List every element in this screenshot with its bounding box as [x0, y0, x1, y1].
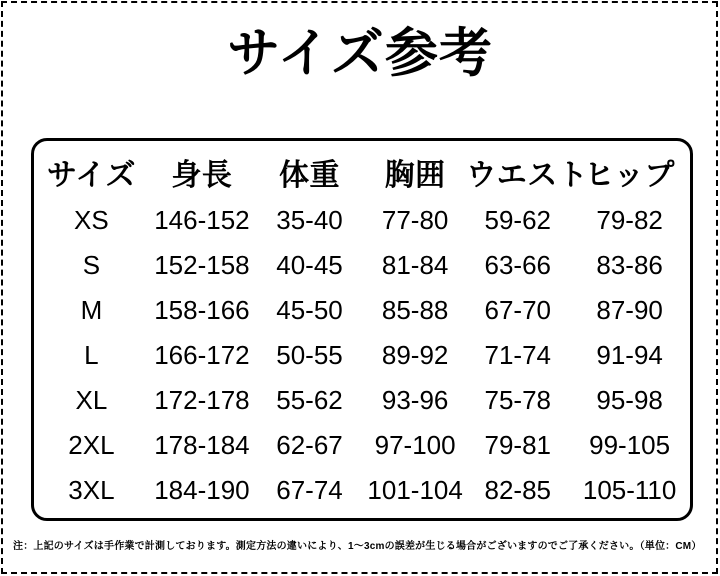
waist-range: 82-85: [484, 475, 552, 505]
hip-range: 87-90: [596, 295, 663, 325]
chest-range: 77-80: [381, 205, 449, 235]
chest-range: 85-88: [381, 295, 449, 325]
col-header-size: サイズ: [46, 159, 136, 192]
table-header-row: [34, 146, 690, 198]
chest-range: 89-92: [381, 340, 449, 370]
hip-range: 79-82: [596, 205, 663, 235]
weight-range: 50-55: [276, 340, 343, 370]
col-header-hip: ヒップ: [584, 159, 675, 192]
waist-range: 71-74: [484, 340, 552, 370]
col-header-height: 身長: [171, 159, 233, 192]
size-label: XS: [74, 205, 109, 235]
measurement-disclaimer-note: 注：上記のサイズは手作業で計測しております。測定方法の違いにより、1～3cmの誤差が生じる場合がございますのでご了承ください。（単位：CM）: [13, 541, 702, 552]
height-range: 184-190: [154, 475, 250, 505]
col-header-waist: ウエスト: [466, 159, 589, 192]
hip-range: 99-105: [589, 430, 671, 460]
size-label: 2XL: [68, 430, 115, 460]
chest-range: 93-96: [381, 385, 449, 415]
height-range: 172-178: [154, 385, 250, 415]
waist-range: 59-62: [484, 205, 552, 235]
chest-range: 101-104: [367, 475, 463, 505]
weight-range: 62-67: [276, 430, 343, 460]
height-range: 152-158: [154, 250, 250, 280]
table-row-m: [34, 288, 690, 333]
page-title: サイズ参考: [227, 24, 493, 83]
waist-range: 79-81: [484, 430, 552, 460]
chest-range: 97-100: [374, 430, 456, 460]
weight-range: 35-40: [276, 205, 343, 235]
table-row-2xl: [34, 423, 690, 468]
height-range: 158-166: [154, 295, 250, 325]
hip-range: 105-110: [582, 475, 677, 505]
weight-range: 67-74: [276, 475, 343, 505]
size-label: 3XL: [68, 475, 115, 505]
waist-range: 67-70: [484, 295, 552, 325]
height-range: 146-152: [154, 205, 250, 235]
col-header-weight: 体重: [279, 159, 340, 192]
col-header-chest: 胸囲: [384, 159, 446, 192]
size-label: S: [82, 250, 101, 280]
height-range: 166-172: [154, 340, 250, 370]
size-label: XL: [75, 385, 108, 415]
chest-range: 81-84: [381, 250, 449, 280]
weight-range: 55-62: [276, 385, 343, 415]
waist-range: 63-66: [484, 250, 552, 280]
size-label: M: [80, 295, 103, 325]
hip-range: 83-86: [596, 250, 663, 280]
hip-range: 91-94: [596, 340, 663, 370]
table-row-l: [34, 333, 690, 378]
weight-range: 45-50: [276, 295, 343, 325]
table-row-xs: [34, 198, 690, 243]
table-row-xl: [34, 378, 690, 423]
weight-range: 40-45: [276, 250, 343, 280]
table-row-3xl: [34, 468, 690, 513]
size-label: L: [84, 340, 99, 370]
waist-range: 75-78: [484, 385, 552, 415]
height-range: 178-184: [154, 430, 250, 460]
table-row-s: [34, 243, 690, 288]
hip-range: 95-98: [596, 385, 663, 415]
size-table: [31, 138, 693, 521]
